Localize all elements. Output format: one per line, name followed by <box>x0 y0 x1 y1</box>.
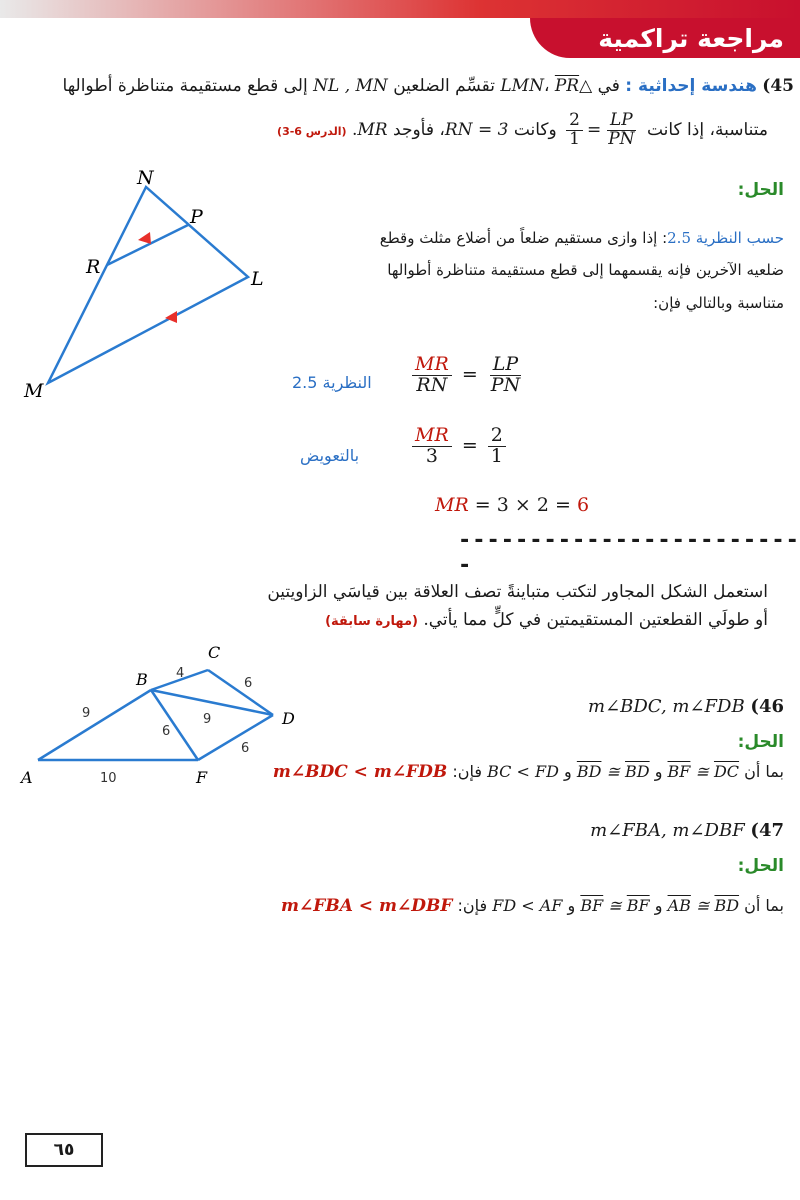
label-m: M <box>24 380 44 402</box>
q46-answer: m∠BDC < m∠FDB <box>272 762 448 782</box>
label-r: R <box>86 256 101 278</box>
q46-solution: بما أن BF ≅ DC و BD ≅ BD و BC < FD فإن: m∠BDC < m∠FDB <box>272 762 784 782</box>
header-bar <box>0 0 800 18</box>
length-af: 10 <box>100 771 117 786</box>
q47-question: m∠FBA, m∠DBF (47 <box>590 820 784 841</box>
length-ab: 9 <box>82 706 91 721</box>
q47-answer: m∠FBA < m∠DBF <box>281 896 453 916</box>
label-f: F <box>196 768 208 787</box>
q45-solution-label: الحل: <box>737 180 784 200</box>
length-fd: 6 <box>241 741 250 756</box>
parallel-arrow-1 <box>138 232 151 244</box>
q46-solution-label: الحل: <box>737 732 784 752</box>
q45-line1: 45) هندسة إحداثية : في △LMN، PR تقسِّم الضلعين NL , MN إلى قطع مستقيمة متناظرة أطوالها <box>62 76 794 96</box>
label-c: C <box>208 643 221 662</box>
triangle-lmn <box>48 187 248 383</box>
segment-ab <box>38 690 151 760</box>
skill-badge: (مهارة سابقة) <box>325 614 418 630</box>
label-n: N <box>137 167 154 189</box>
page-title: مراجعة تراكمية <box>598 24 784 53</box>
step2-reason: بالتعويض <box>300 446 360 465</box>
label-a: A <box>21 768 33 787</box>
label-p: P <box>190 206 203 228</box>
length-cd: 6 <box>244 676 253 691</box>
q45-lesson-ref: (الدرس 6-3) <box>277 124 347 138</box>
step1-equation: $\frac{MR}{RN}$ = $\frac{LP}{PN}$ <box>408 355 527 396</box>
page-number: ٦٥ <box>25 1133 103 1167</box>
q47-solution-label: الحل: <box>737 856 784 876</box>
step3-equation: MR = 3 × 2 = 6 <box>435 494 590 516</box>
step2-equation: $\frac{MR}{3}$ = $\frac{2}{1}$ <box>408 426 510 467</box>
q47-solution: بما أن AB ≅ BD و BF ≅ BF و FD < AF فإن: m∠FBA < m∠DBF <box>281 896 784 916</box>
length-bf: 6 <box>162 724 171 739</box>
q45-number: 45) <box>762 76 794 96</box>
length-bd: 9 <box>203 712 212 727</box>
label-b: B <box>136 670 148 689</box>
q46-question: m∠BDC, m∠FDB (46 <box>588 696 784 717</box>
length-bc: 4 <box>176 666 185 681</box>
section2-intro: استعمل الشكل المجاور لتكتب متباينةً تصف العلاقة بين قياسَي الزاويتين أو طولَي القطعتين المستقيمتين في كلٍّ مما يأتي. (مهارة سابقة) <box>267 582 768 631</box>
section-divider: ------------------------- <box>458 528 800 578</box>
step1-reason: النظرية 2.5 <box>292 373 372 392</box>
q45-solution-text: حسب النظرية 2.5: إذا وازى مستقيم ضلعاً من أضلاع مثلث وقطع ضلعيه الآخرين فإنه يقسمهما إلى قطع مستقيمة متناظرة أطوالها متناسبة وبالتالي فإن: <box>379 229 784 312</box>
label-d: D <box>282 709 295 728</box>
segment-pr <box>107 225 188 265</box>
q45-line2: متناسبة، إذا كانت $\frac{LP}{PN}$ = $\frac{2}{1}$ وكانت RN = 3، فأوجد MR. (الدرس 6-3) <box>277 110 768 149</box>
label-l: L <box>251 268 264 290</box>
segment-bf <box>151 690 198 760</box>
triangle-diagram <box>20 165 280 405</box>
q45-topic: هندسة إحداثية : <box>625 76 757 96</box>
